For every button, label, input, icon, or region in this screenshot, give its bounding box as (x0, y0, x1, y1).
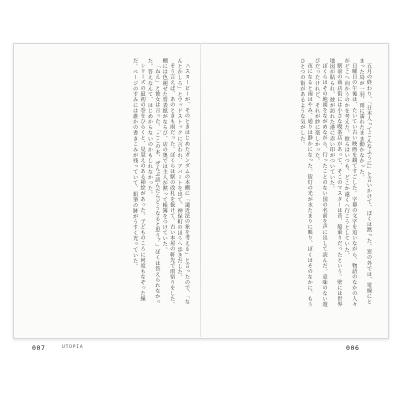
left-paragraph: 「ねえ」と彼女は言った。「ここの本、ぜんぶ読んだらどうなると思う？」ぼくは答えられなかった。答えなんて、はじめからないのかもしれなかった。 (146, 58, 161, 305)
left-page-body (30, 58, 190, 310)
right-paragraph: ぼくらはその地図をながめながら、行ったことのない国の名前を声に出して読んだ。意味のない遊びだったけれど、それが妙に楽しかった。 (314, 58, 328, 308)
book-gutter (200, 43, 201, 337)
running-title: UTOPIA (62, 345, 84, 350)
right-page-number: 006 (346, 344, 360, 352)
left-paragraph: そう言えば、あのときも雨だった。ぼくらは駅の改札を抜けて、古い本屋の軒先で雨宿りをした。棚には色褪せた背表紙がならび、店の奥では主人が黙って帳簿をつけていた。 (161, 58, 176, 308)
right-paragraph: 駅前の商店街には小さな喫茶店があって、そこのマスターは昔、船乗りだったという。壁には世界地図が貼られ、彼が訪れた港に赤い印がついていた。 (328, 58, 343, 308)
left-paragraph: シリーズの最初の巻をひらくと、見覚えのある挿絵があった。子どものころに何度もなぞった線だ。ページのすみには誰かの書きこみが残っていて、鉛筆の跡がうすく光っていた。 (132, 58, 146, 302)
right-paragraph: 日曜日の午後は、たいてい古い映画を観てすごした。字幕の文字を追いながら、物語のなかの人々がどこへ向かうのかを考えた。彼らはいつも、どこか遠くへ行こうとしていた。 (343, 58, 358, 308)
right-paragraph: 夜になると雨はやみ、通りは静かになった。街灯の光が水たまりに映り、ぼくはそのなかに、もうひとつの街があるような気がした。 (299, 58, 313, 308)
right-paragraph: 五月の終わり、「日本人ってこんなふうに」と言いかけて、ぼくは黙った。窓の外では、電線にとまった鳥が一羽、雨に濡れたまま動かなかった。 (358, 58, 372, 305)
left-page (30, 58, 190, 310)
left-page-number: 007 (32, 344, 46, 352)
left-paragraph: ＜スヌーピーが、そのときはじめたガンダムの本棚に「遠近法の象を考える」と言ったので、「なんとかしろ」とウッドストックに言われ、アパートを出て、神保町のほうへ歩きだした。 (176, 58, 190, 305)
right-page-body (212, 58, 372, 310)
right-page (212, 58, 372, 310)
